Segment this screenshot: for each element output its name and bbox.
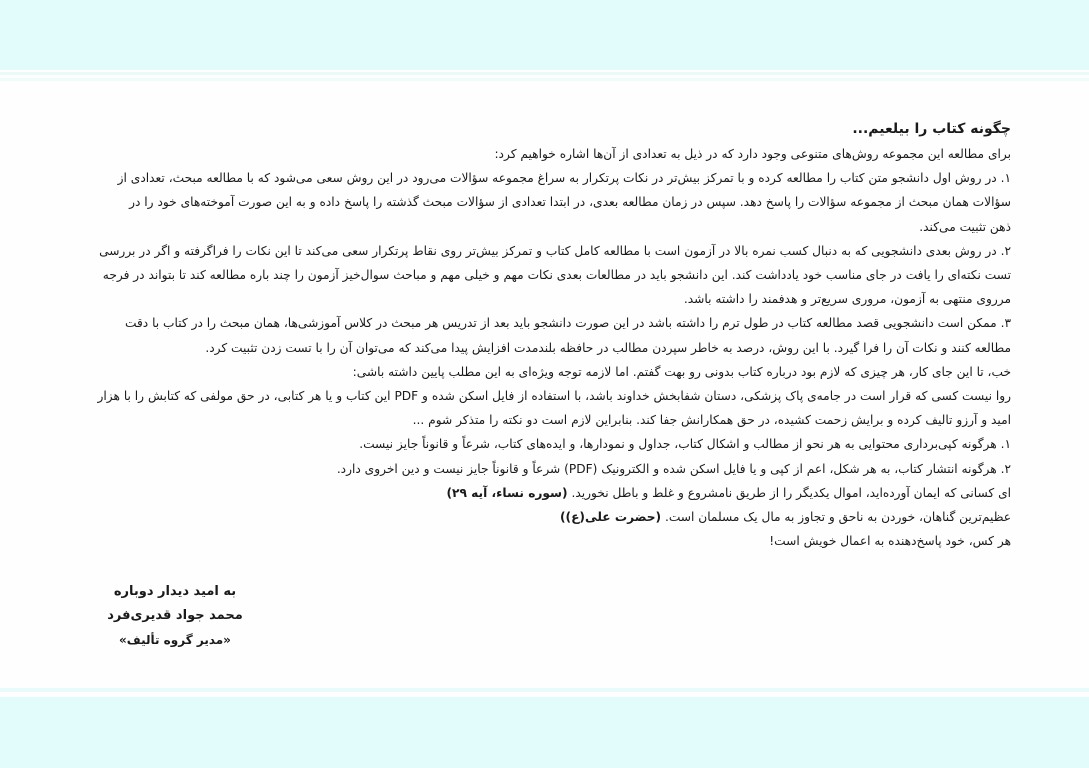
copyright-note-1: ۱. هرگونه کپی‌برداری محتوایی به هر نحو از مطالب و اشکال کتاب، جداول و نمودارها، و ایده‌های کتاب، شرعاً و قانوناً جایز نیست. [359,437,1011,452]
quran-quote [71,481,1011,505]
intro-line: برای مطالعه این مجموعه روش‌های متنوعی وجود دارد که در ذیل به تعدادی از آن‌ها اشاره خواهیم کرد: [494,147,1011,161]
quran-quote-text: ای کسانی که ایمان آورده‌اید، اموال یکدیگر را از طریق نامشروع و غلط و باطل نخورید. [567,485,1011,500]
method-2-paragraph [71,239,1011,312]
copyright-notes [71,432,1011,480]
hadith-quote-text: عظیم‌ترین گناهان، خوردن به ناحق و تجاوز به مال یک مسلمان است. [661,510,1011,525]
method-1-line: ۱. در روش اول دانشجو متن کتاب را مطالعه کرده و با تمرکز بیش‌تر در نکات پرتکرار به سراغ مجموعه سؤالات می‌رود در این روش سعی می‌شود که با مطالعه مبحث، تعدادی از [117,171,1011,186]
method-2-line: مرروی منتهی به آزمون، مروری سریع‌تر و هدفمند را داشته باشد. [683,292,1011,307]
bottom-divider-line [0,688,1089,692]
intro-paragraph [71,142,1011,166]
bottom-decorative-band [0,697,1089,768]
copyright-note-2: ۲. هرگونه انتشار کتاب، به هر شکل، اعم از کپی و یا فایل اسکن شده و الکترونیک (PDF) شرعاً و قانوناً جایز نیست و دین اخروی دارد. [336,461,1011,476]
method-2-line: تست نکته‌ای را یافت در جای مناسب خود یادداشت کند. این دانشجو باید در مطالعات بعدی نکات مهم و خیلی مهم و مباحث سوال‌خیز آزمون را چند باره مطالعه کند تا بتواند در فرجه [102,268,1011,283]
closing-paragraph [71,360,1011,433]
signature-name: محمد جواد قدیری‌فرد [107,608,243,623]
closing-line: امید و آرزو تالیف کرده و برایش زحمت کشیده، در حق همکارانش جفا کند. بنابراین لازم است دو نکته را متذکر شوم ... [412,413,1011,428]
article-title: چگونه کتاب را بیلعیم... [852,121,1011,137]
article-body [71,118,1011,553]
hadith-quote-source: (حضرت علی(ع)) [559,510,662,525]
closing-line: روا نیست کسی که قرار است در جامه‌ی پاک پزشکی، دستان شفابخش خداوند باشد، با استفاده از فایل اسکن شده و PDF این کتاب و یا هر کتابی، در حق مولفی که کتابش را با هزار [97,389,1011,404]
top-divider-line [0,72,1089,75]
signature-farewell: به امید دیدار دوباره [113,584,237,599]
method-3-paragraph [71,311,1011,359]
quran-quote-source: (سوره نساء، آیه ۲۹) [446,485,568,500]
top-divider-line-thin [0,78,1089,81]
final-quote: هر کس، خود پاسخ‌دهنده به اعمال خویش است! [769,534,1011,549]
method-2-line: ۲. در روش بعدی دانشجویی که به دنبال کسب نمره بالا در آزمون است با مطالعه کامل کتاب و تمرکز بیش‌تر روی نقاط پرتکرار سعی می‌کند تا این نکات را فراگرفته و اگر در بررسی [99,243,1011,258]
quotes [71,481,1011,554]
method-1-line: ذهن تثبیت می‌کند. [919,219,1011,234]
closing-line: خب، تا این جای کار، هر چیزی که لازم بود درباره کتاب بدونی رو بهت گفتم. اما لازمه توجه ویژه‌ای به این مطلب پایین داشته باشی: [352,364,1011,379]
signature-block [95,580,255,652]
method-1-paragraph [71,166,1011,239]
hadith-quote [71,505,1011,529]
top-decorative-band [0,0,1089,70]
method-3-line: مطالعه کنند و نکات آن را فرا گیرد. با این روش، درصد به خاطر سپردن مطالب در حافظه بلندمدت افزایش پیدا می‌کند که می‌توان آن را با تست زدن تثبیت کرد. [205,340,1011,355]
method-1-line: سؤالات همان مبحث از مجموعه سؤالات را پاسخ دهد. سپس در زمان مطالعه بعدی، در ابتدا تعدادی از سؤالات مبحث گذشته را پاسخ داده و به این صورت آموخته‌های خود را در [129,195,1011,210]
signature-role: «مدیر گروه تألیف» [119,633,231,647]
method-3-line: ۳. ممکن است دانشجویی قصد مطالعه کتاب در طول ترم را داشته باشد در این صورت دانشجو باید بعد از تدریس هر مبحث در کلاس آموزشی‌ها، همان مبحث را در کتاب با دقت [124,316,1011,331]
